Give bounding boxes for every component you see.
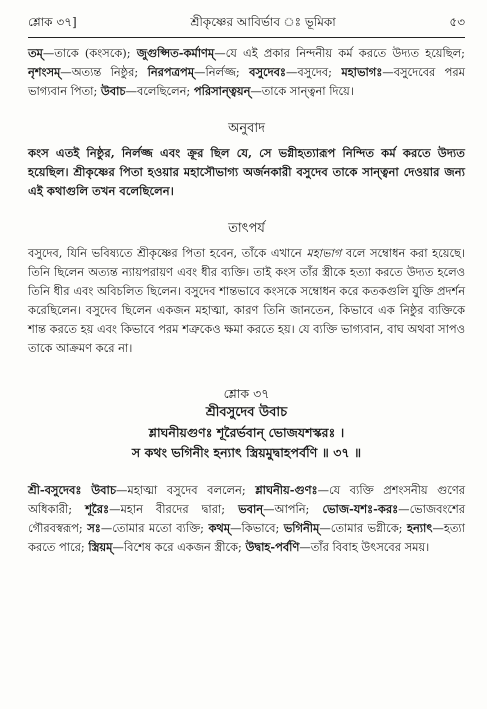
purport-text-part: বসুদেব, যিনি ভবিষ্যতে শ্রীকৃষ্ণের পিতা হবেন, তাঁকে এখানে [28, 246, 307, 260]
synonym-term: হন্যাৎ [406, 521, 433, 535]
synonym-term: তম্ [28, 46, 43, 60]
synonym-term: উবাচ [100, 84, 126, 98]
synonym-term: শূরৈঃ [85, 502, 110, 516]
synonym-term: ভগিনীম্ [283, 521, 320, 535]
header-verse-ref: শ্লোক ৩৭] [28, 15, 77, 29]
synonym-meaning: —বসুদেবের পরম ভাগ্যবান পিতা; [28, 65, 465, 98]
synonym-meaning: —তাঁর বিবাহ উৎসবের সময়। [299, 540, 430, 554]
synonym-term: নিরপত্রপম্ [147, 65, 195, 79]
synonym-term: কথম্ [208, 521, 231, 535]
synonym-meaning: —বলেছিলেন; [125, 84, 194, 98]
header-chapter-title: শ্রীকৃষ্ণের আবির্ভাব ঃ ভূমিকা [190, 15, 336, 29]
synonym-term: সঃ [87, 521, 101, 535]
book-page [28, 14, 465, 557]
translation-text: কংস এতই নিষ্ঠুর, নির্লজ্জ এবং ক্রূর ছিল যে, সে ভগ্নীহত্যারূপ নিন্দিত কর্ম করতে উদ্যত হয়েছিল। শ্রীকৃষ্ণের পিতা হওয়ার মহাসৌভাগ্য অর্জনকারী বসুদেব তাকে সান্ত্বনা দেওয়ার জন্য এই কথাগুলি তখন বলেছিলেন। [28, 146, 465, 198]
synonym-term: নৃশংসম্ [28, 65, 61, 79]
synonym-meaning: —তাকে সান্ত্বনা দিয়ে। [250, 84, 354, 98]
synonym-meaning: —ভোজবংশের গৌরবস্বরূপ; [28, 502, 465, 535]
verse-line-2: স কথং ভগিনীং হন্যাৎ স্ত্রিয়মুদ্বাহপর্বণি ॥ ৩৭ ॥ [131, 445, 362, 460]
synonym-meaning: —নির্লজ্জ; [194, 65, 250, 79]
synonym-meaning: —যে ব্যক্তি প্রশংসনীয় গুণের অধিকারী; [28, 483, 466, 516]
synonym-meaning: —কিভাবে; [230, 521, 284, 535]
synonym-meaning: —হত্যা করতে পারে; [28, 521, 465, 554]
header-page-number: ৫৩ [449, 15, 465, 29]
synonym-meaning: —বিশেষ করে একজন স্ত্রীকে; [112, 540, 246, 554]
synonym-term: ভবান্ [238, 502, 264, 516]
synonym-term: জুগুপ্সিত-কর্মাণম্ [136, 46, 215, 60]
synonym-term: শ্লাঘনীয়-গুণঃ [255, 483, 318, 497]
synonym-meaning: —মহাত্মা বসুদেব বললেন; [115, 483, 256, 497]
purport-heading: তাৎপর্য [228, 221, 265, 236]
synonym-meaning: —বসুদেব; [285, 65, 342, 79]
synonym-term: পরিসান্ত্বয়ন্ [193, 84, 251, 98]
synonym-term: শ্রী-বসুদেবঃ উবাচ [28, 483, 116, 497]
synonyms-bottom [28, 481, 465, 557]
purport-text-part: বলে সম্বোধন করা হয়েছে। তিনি ছিলেন অত্যন্ত ন্যায়পরায়ণ এবং ধীর ব্যক্তি। তাই কংস তাঁর স্ত্রীকে হত্যা করতে উদ্যত হলেও তিনি ধীর এবং অবিচলিত ছিলেন। বসুদেব শান্তভাবে কংসকে সম্বোধন করে কতকগুলি যুক্তি প্রদর্শন করেছিলেন। বসুদেব ছিলেন একজন মহাত্মা, কারণ তিনি জানতেন, কিভাবে এক নিষ্ঠুর ব্যক্তিকে শান্ত করতে হয় এবং কিভাবে পরম শত্রুকেও ক্ষমা করতে হয়। যে ব্যক্তি ভাগ্যবান, বাঘ অথবা সাপও তাকে আক্রমণ করে না। [28, 246, 465, 355]
translation-heading: অনুবাদ [228, 121, 265, 136]
synonym-term: মহাভাগঃ [341, 65, 383, 79]
verse-number: শ্লোক ৩৭ [223, 386, 270, 401]
purport-text [28, 244, 465, 358]
verse-line-1: শ্লাঘনীয়গুণঃ শূরৈর্ভবান্ ভোজযশস্করঃ । [148, 425, 345, 440]
synonym-term: উদ্বাহ-পর্বণি [245, 540, 300, 554]
synonym-term: স্ত্রিয়ম্ [88, 540, 113, 554]
purport-italic-term: মহাভাগ [306, 246, 342, 260]
synonym-meaning: —তোমার মতো ব্যক্তি; [100, 521, 209, 535]
synonym-meaning: —যে এই প্রকার নিন্দনীয় কর্ম করতে উদ্যত হয়েছিল; [214, 46, 465, 60]
verse-block [28, 384, 465, 463]
synonym-term: বসুদেবঃ [249, 65, 286, 79]
page-header [28, 14, 465, 38]
synonym-meaning: —তাকে (কংসকে); [42, 46, 137, 60]
synonym-meaning: —তোমার ভগ্নীকে; [319, 521, 407, 535]
synonym-term: ভোজ-যশঃ-করঃ [322, 502, 399, 516]
synonym-meaning: —অত্যন্ত নিষ্ঠুর; [60, 65, 148, 79]
verse-speaker: শ্রীবসুদেব উবাচ [205, 405, 288, 420]
synonym-meaning: —মহান বীরদের দ্বারা; [109, 502, 239, 516]
synonyms-top [28, 44, 465, 101]
synonym-meaning: —আপনি; [263, 502, 323, 516]
